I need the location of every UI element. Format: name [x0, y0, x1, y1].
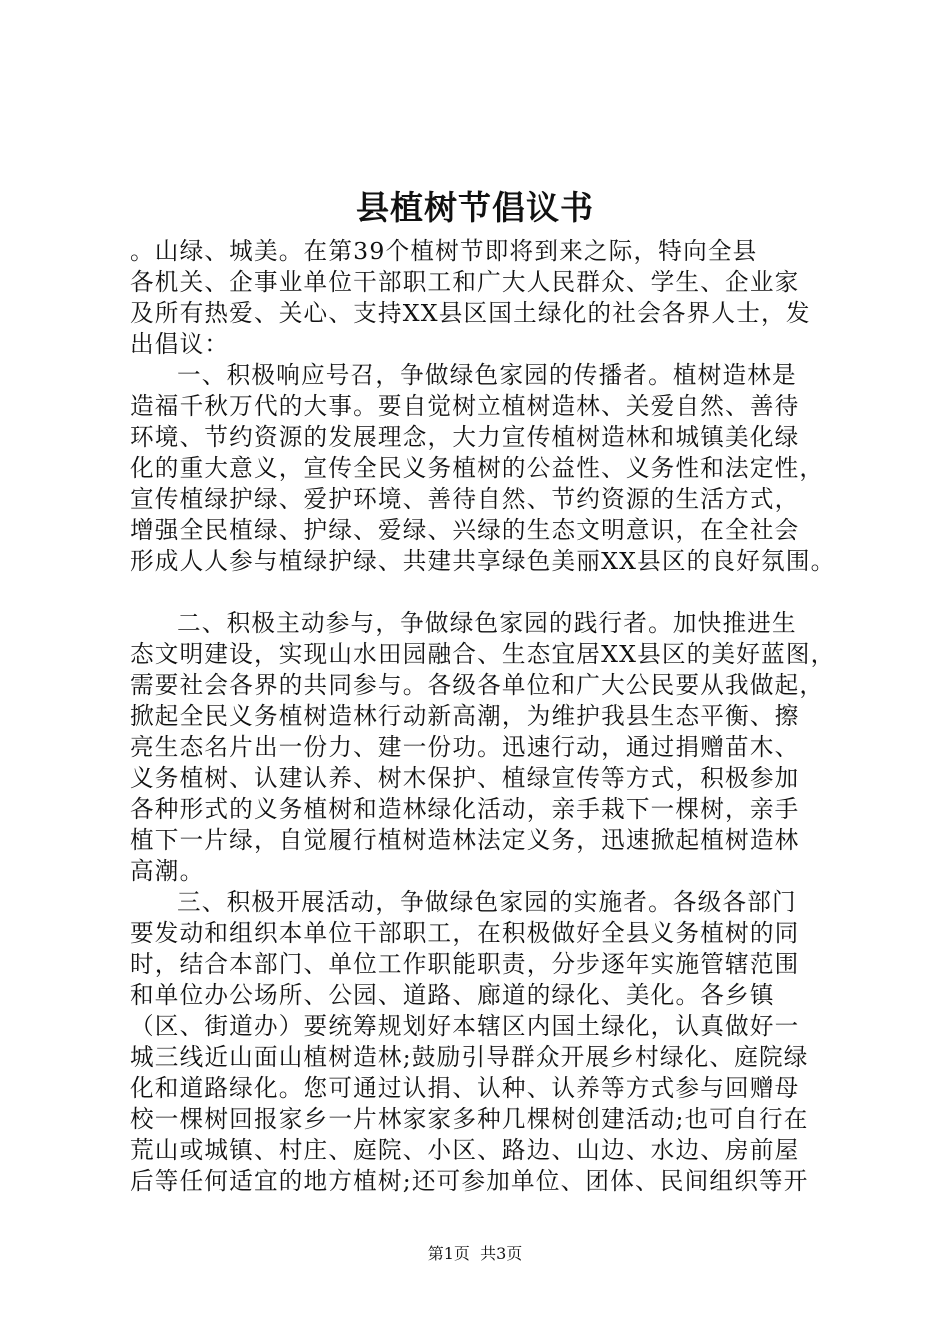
page-footer [0, 1244, 950, 1264]
paragraph-3-line-7: 各种形式的义务植树和造林绿化活动，亲手栽下一棵树，亲手 [130, 795, 800, 823]
paragraph-4-line-8: 校一棵树回报家乡一片林家家多种几棵树创建活动;也可自行在 [130, 1105, 809, 1133]
paragraph-4-line-7: 化和道路绿化。您可通过认捐、认种、认养等方式参与回赠母 [130, 1074, 800, 1102]
document-body [130, 236, 850, 1197]
paragraph-2-line-2: 造福千秋万代的大事。要自觉树立植树造林、关爱自然、善待 [130, 392, 800, 420]
paragraph-3-line-8: 植下一片绿，自觉履行植树造林法定义务，迅速掀起植树造林 [130, 826, 800, 854]
paragraph-4-line-2: 要发动和组织本单位干部职工，在积极做好全县义务植树的同 [130, 919, 800, 947]
document-title: 县植树节倡议书 [356, 188, 594, 227]
paragraph-3-line-5: 亮生态名片出一份力、建一份功。迅速行动，通过捐赠苗木、 [130, 733, 800, 761]
paragraph-3-line-1: 二、积极主动参与，争做绿色家园的践行者。加快推进生 [177, 609, 797, 637]
paragraph-4-line-6: 城三线近山面山植树造林;鼓励引导群众开展乡村绿化、庭院绿 [130, 1043, 809, 1071]
paragraph-2-line-6: 增强全民植绿、护绿、爱绿、兴绿的生态文明意识，在全社会 [130, 516, 800, 544]
paragraph-4-line-9: 荒山或城镇、村庄、庭院、小区、路边、山边、水边、房前屋 [130, 1136, 800, 1164]
paragraph-3-line-3: 需要社会各界的共同参与。各级各单位和广大公民要从我做起， [130, 671, 825, 699]
paragraph-3-line-6: 义务植树、认建认养、树木保护、植绿宣传等方式，积极参加 [130, 764, 800, 792]
page-number-label: 第1页 共3页 [427, 1244, 523, 1263]
paragraph-4-line-1: 三、积极开展活动，争做绿色家园的实施者。各级各部门 [177, 888, 797, 916]
paragraph-4-line-5: （区、街道办）要统筹规划好本辖区内国土绿化，认真做好一 [130, 1012, 800, 1040]
paragraph-3-line-4: 掀起全民义务植树造林行动新高潮，为维护我县生态平衡、擦 [130, 702, 800, 730]
paragraph-2-line-4: 化的重大意义，宣传全民义务植树的公益性、义务性和法定性， [130, 454, 825, 482]
paragraph-1-line-1: 。山绿、城美。在第39个植树节即将到来之际，特向全县 [130, 237, 758, 265]
paragraph-4-line-3: 时，结合本部门、单位工作职能职责，分步逐年实施管辖范围 [130, 950, 800, 978]
paragraph-4-line-10: 后等任何适宜的地方植树;还可参加单位、团体、民间组织等开 [130, 1167, 809, 1195]
paragraph-2-line-1: 一、积极响应号召，争做绿色家园的传播者。植树造林是 [177, 361, 797, 389]
paragraph-1-line-3: 及所有热爱、关心、支持XX县区国土绿化的社会各界人士，发 [130, 299, 811, 327]
paragraph-2-line-7: 形成人人参与植绿护绿、共建共享绿色美丽XX县区的良好氛围。 [130, 547, 836, 575]
paragraph-1-line-4: 出倡议： [130, 330, 230, 358]
paragraph-3-line-2: 态文明建设，实现山水田园融合、生态宜居XX县区的美好蓝图， [130, 640, 836, 668]
paragraph-2-line-5: 宣传植绿护绿、爱护环境、善待自然、节约资源的生活方式， [130, 485, 800, 513]
paragraph-3-line-9: 高潮。 [130, 857, 205, 885]
paragraph-4-line-4: 和单位办公场所、公园、道路、廊道的绿化、美化。各乡镇 [130, 981, 775, 1009]
paragraph-2-line-3: 环境、节约资源的发展理念，大力宣传植树造林和城镇美化绿 [130, 423, 800, 451]
paragraph-1-line-2: 各机关、企事业单位干部职工和广大人民群众、学生、企业家 [130, 268, 800, 296]
paragraph-spacer [130, 577, 850, 608]
